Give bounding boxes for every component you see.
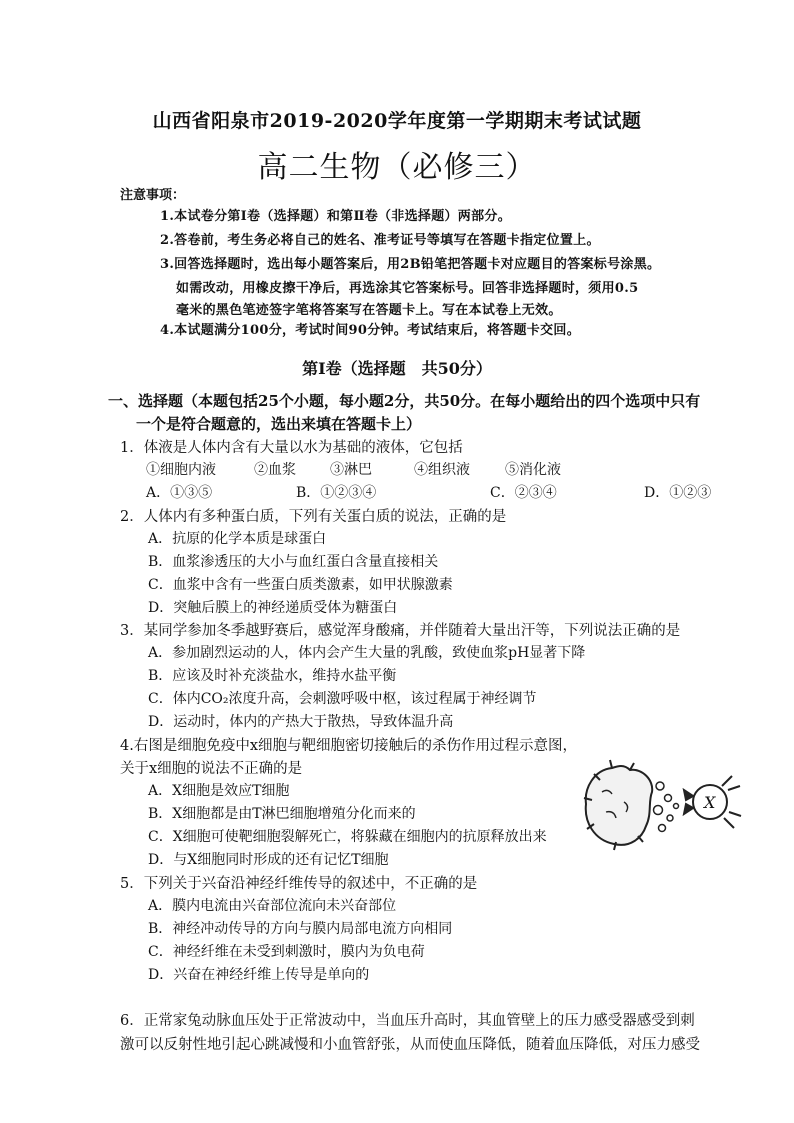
q1-option-a: A．①③⑤ — [146, 485, 213, 501]
q5-stem: 5．下列关于兴奋沿神经纤维传导的叙述中，不正确的是 — [120, 876, 478, 892]
q6-stem-cont: 激可以反射性地引起心跳减慢和小血管舒张，从而使血压降低，随着血压降低，对压力感受 — [120, 1037, 700, 1053]
notice-heading: 注意事项： — [120, 188, 186, 203]
q2-option-c: C．血浆中含有一些蛋白质类激素，如甲状腺激素 — [148, 577, 453, 593]
notice-item-2: 2.答卷前，考生务必将自己的姓名、准考证号等填写在答题卡指定位置上。 — [160, 233, 600, 248]
q1-stem: 1．体液是人体内含有大量以水为基础的液体，它包括 — [120, 440, 463, 456]
notice-item-3: 3.回答选择题时，选出每小题答案后，用2B铅笔把答题卡对应题目的答案标号涂黑。 — [160, 257, 661, 272]
exam-subtitle: 高二生物（必修三） — [257, 150, 537, 185]
q3-stem: 3．某同学参加冬季越野赛后，感觉浑身酸痛，并伴随着大量出汗等，下列说法正确的是 — [120, 623, 681, 639]
q2-option-b: B．血浆渗透压的大小与血红蛋白含量直接相关 — [148, 554, 439, 570]
q1-item-5: ⑤消化液 — [505, 462, 561, 478]
q4-option-b: B．X细胞都是由T淋巴细胞增殖分化而来的 — [148, 806, 416, 822]
cell-lysis-figure — [572, 740, 752, 860]
q4-option-a: A．X细胞是效应T细胞 — [148, 783, 290, 799]
q3-option-a: A．参加剧烈运动的人，体内会产生大量的乳酸，致使血浆pH显著下降 — [148, 645, 586, 661]
notice-item-3-cont2: 毫米的黑色笔迹签字笔将答案写在答题卡上。写在本试卷上无效。 — [176, 303, 562, 318]
exam-title: 山西省阳泉市2019-2020学年度第一学期期末考试试题 — [152, 110, 642, 132]
section-1-instruction: 一、选择题（本题包括25个小题，每小题2分，共50分。在每小题给出的四个选项中只有 — [108, 392, 701, 410]
q5-option-a: A．膜内电流由兴奋部位流向未兴奋部位 — [148, 898, 397, 914]
section-1-instruction-cont: 一个是符合题意的，选出来填在答题卡上） — [136, 415, 422, 433]
q1-item-3: ③淋巴 — [330, 462, 372, 478]
q4-option-c: C．X细胞可使靶细胞裂解死亡，将躲藏在细胞内的抗原释放出来 — [148, 829, 547, 845]
x-cell-label: X — [704, 793, 716, 812]
target-cell-drawing — [584, 760, 652, 850]
q6-stem: 6．正常家兔动脉血压处于正常波动中，当血压升高时，其血管壁上的压力感受器感受到刺 — [120, 1013, 695, 1029]
section-1-title: 第Ⅰ卷（选择题 共50分） — [302, 359, 492, 378]
notice-item-1: 1.本试卷分第Ⅰ卷（选择题）和第Ⅱ卷（非选择题）两部分。 — [160, 209, 512, 224]
q1-option-b: B．①②③④ — [296, 485, 377, 501]
q3-option-b: B．应该及时补充淡盐水，维持水盐平衡 — [148, 668, 397, 684]
q3-option-c: C．体内CO₂浓度升高，会刺激呼吸中枢，该过程属于神经调节 — [148, 691, 537, 707]
debris-fragments — [654, 782, 679, 832]
notice-item-4: 4.本试题满分100分，考试时间90分钟。考试结束后，将答题卡交回。 — [160, 323, 580, 338]
q5-option-c: C．神经纤维在未受到刺激时，膜内为负电荷 — [148, 944, 425, 960]
q2-option-a: A．抗原的化学本质是球蛋白 — [148, 531, 327, 547]
q2-stem: 2．人体内有多种蛋白质，下列有关蛋白质的说法，正确的是 — [120, 509, 507, 525]
q2-option-d: D．突触后膜上的神经递质受体为糖蛋白 — [148, 600, 398, 616]
q5-option-b: B．神经冲动传导的方向与膜内局部电流方向相同 — [148, 921, 453, 937]
q1-option-d: D．①②③ — [644, 485, 712, 501]
q1-item-2: ②血浆 — [254, 462, 296, 478]
q4-option-d: D．与X细胞同时形成的还有记忆T细胞 — [148, 852, 389, 868]
q1-option-c: C．②③④ — [490, 485, 557, 501]
q5-option-d: D．兴奋在神经纤维上传导是单向的 — [148, 967, 370, 983]
q1-item-4: ④组织液 — [414, 462, 470, 478]
q4-stem-cont: 关于x细胞的说法不正确的是 — [120, 761, 303, 777]
q4-stem: 4.右图是细胞免疫中x细胞与靶细胞密切接触后的杀伤作用过程示意图， — [120, 738, 578, 754]
notice-item-3-cont1: 如需改动，用橡皮擦干净后，再选涂其它答案标号。回答非选择题时，须用0.5 — [176, 281, 639, 296]
q1-item-1: ①细胞内液 — [146, 462, 216, 478]
q3-option-d: D．运动时，体内的产热大于散热，导致体温升高 — [148, 714, 454, 730]
